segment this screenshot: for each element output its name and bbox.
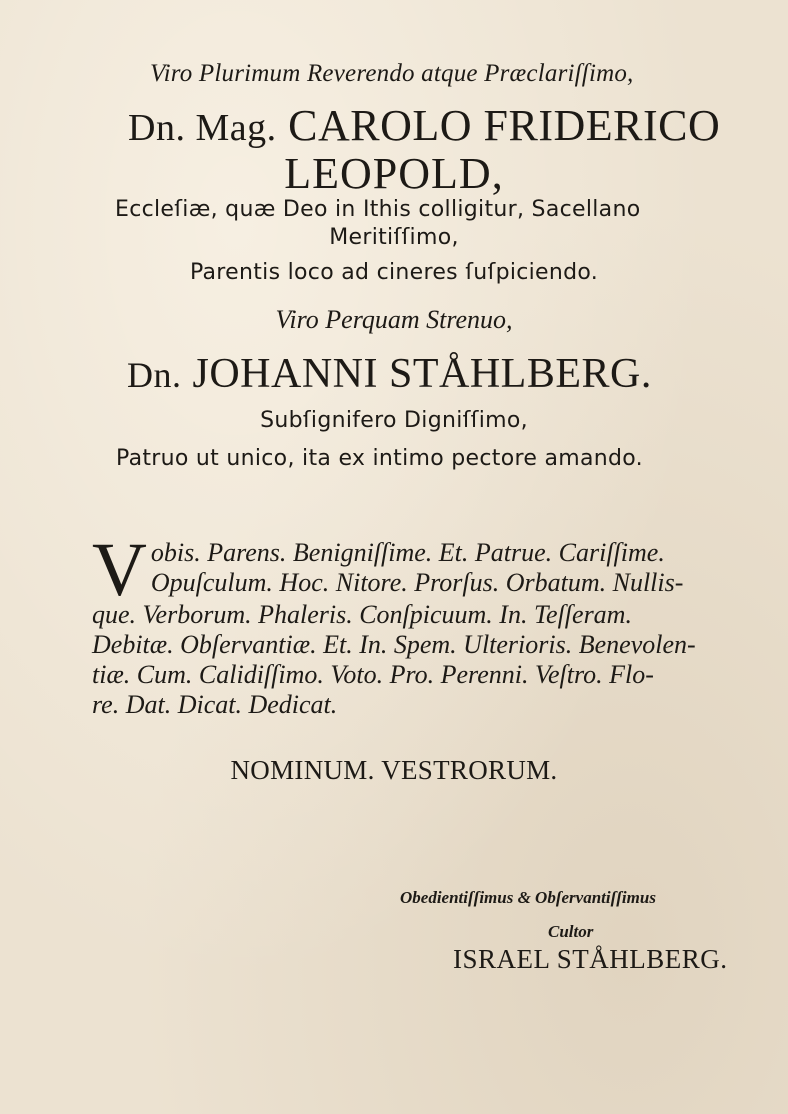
dedication-line-5: tiæ. Cum. Calidiſſimo. Voto. Pro. Perenni. Veſtro. Flo- bbox=[92, 660, 654, 689]
dedication-line-4: Debitæ. Obſervantiæ. Et. In. Spem. Ulterioris. Benevolen- bbox=[92, 630, 696, 659]
dedication-line-6: re. Dat. Dicat. Dedicat. bbox=[92, 690, 338, 719]
dedication-line-3: que. Verborum. Phaleris. Conſpicuum. In. Teſſeram. bbox=[92, 600, 632, 629]
recipient-1-role-line-c: Parentis loco ad cineres ſuſpiciendo. bbox=[189, 260, 599, 285]
recipient-2-name: JOHANNI STÅHLBERG. bbox=[192, 351, 652, 397]
recipient-1-surname: LEOPOLD, bbox=[284, 149, 504, 198]
recipient-1-prefix: Dn. Mag. bbox=[128, 107, 277, 149]
dedication-line-1: obis. Parens. Benigniſſime. Et. Patrue. Cariſſime. bbox=[150, 538, 665, 567]
recipient-1-role-line-a: Eccleſiæ, quæ Deo in Ithis colligitur, Sacellano bbox=[115, 197, 641, 222]
recipient-2-role-line-b: Patruo ut unico, ita ex intimo pectore amando. bbox=[116, 446, 643, 471]
recipient-1-line bbox=[128, 100, 720, 151]
signature-subscription: Obedientiſſimus & Obſervantiſſimus bbox=[400, 888, 656, 907]
dedication-line-2: Opuſculum. Hoc. Nitore. Prorſus. Orbatum. Nullis- bbox=[150, 568, 684, 597]
nominum-vestrorum: NOMINUM. VESTRORUM. bbox=[230, 755, 558, 785]
recipient-2-role-line-a: Subſignifero Digniſſimo, bbox=[260, 408, 528, 433]
recipient-2-line bbox=[127, 350, 652, 398]
heading-viro-plurimum: Viro Plurimum Reverendo atque Præclariſſimo, bbox=[150, 60, 634, 87]
signature-cultor: Cultor bbox=[548, 922, 594, 941]
recipient-1-role-line-b: Meritiſſimo, bbox=[329, 225, 459, 250]
dedication-dropcap: V bbox=[92, 528, 147, 612]
signature-author: ISRAEL STÅHLBERG. bbox=[453, 944, 728, 974]
recipient-1-name: CAROLO FRIDERICO bbox=[288, 101, 721, 150]
recipient-2-prefix: Dn. bbox=[127, 355, 182, 395]
heading-viro-perquam: Viro Perquam Strenuo, bbox=[275, 305, 513, 334]
dedication-paragraph bbox=[92, 528, 732, 720]
